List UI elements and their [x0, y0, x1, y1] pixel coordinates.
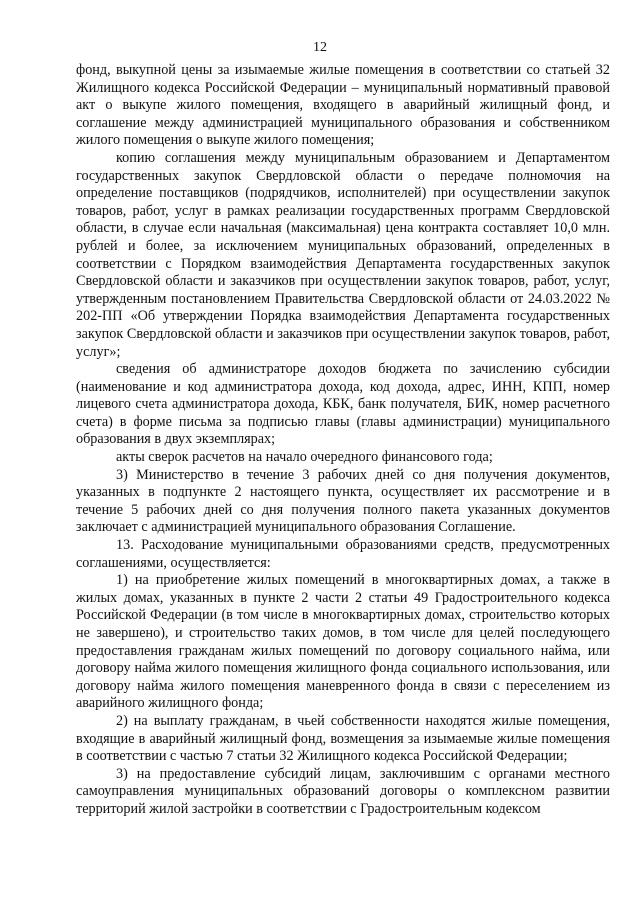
paragraph-revenue-administrator: сведения об администраторе доходов бюджета по зачислению субсидии (наименование и код администратора дохода, код дохода, адрес, ИНН, КПП, номер лицевого счета администратора дохода, КБК, банк получателя, БИК, номер расчетного счета) в форме письма за подписью главы (главы администрации) муниципального образования в двух экземплярах; — [76, 361, 610, 448]
document-body — [76, 62, 610, 819]
paragraph-continuation: фонд, выкупной цены за изымаемые жилые помещения в соответствии со статьей 32 Жилищного кодекса Российской Федерации – муниципальный нормативный правовой акт о выкупе жилого помещения, входящего в аварийный жилищный фонд, и соглашение между администрацией муниципального образования и собственником жилого помещения о выкупе жилого помещения; — [76, 62, 610, 149]
paragraph-agreement-copy: копию соглашения между муниципальным образованием и Департаментом государственных закупок Свердловской области о передаче полномочия на определение поставщиков (подрядчиков, исполнителей) при осуществлении закупок товаров, работ, услуг в рамках реализации государственных программ Свердловской области, в случае если начальная (максимальная) цена контракта составляет 10,0 млн. рублей и более, за исключением муниципальных образований, определенных в соответствии с Порядком взаимодействия Департамента государственных закупок Свердловской области и заказчиков при осуществлении закупок товаров, работ, услуг, утвержденным постановлением Правительства Свердловской области от 24.03.2022 № 202-ПП «Об утверждении Порядка взаимодействия Департамента государственных закупок Свердловской области и заказчиков при осуществлении закупок товаров, работ, услуг»; — [76, 149, 610, 360]
page-number: 12 — [313, 40, 327, 55]
paragraph-reconciliation-acts: акты сверок расчетов на начало очередного финансового года; — [116, 449, 493, 466]
paragraph-clause-13-item-1: 1) на приобретение жилых помещений в многоквартирных домах, а также в жилых домах, указанных в пункте 2 части 2 статьи 49 Градостроительного кодекса Российской Федерации (в том числе в многоквартирных домах, строительство которых не завершено), и строительство таких домов, в том числе для целей последующего предоставления гражданам жилых помещений по договору социального найма, или договору найма жилого помещения жилищного фонда социального использования, или договору найма жилого помещения маневренного фонда в связи с переселением из аварийного жилищного фонда; — [76, 572, 610, 712]
paragraph-clause-13-item-3: 3) на предоставление субсидий лицам, заключившим с органами местного самоуправления муниципальных образований договоры о комплексном развитии территорий жилой застройки в соответствии с Градостроительным кодексом — [76, 765, 610, 817]
paragraph-clause-13-item-2: 2) на выплату гражданам, в чьей собственности находятся жилые помещения, входящие в аварийный жилищный фонд, возмещения за изымаемые жилые помещения в соответствии с частью 7 статьи 32 Жилищного кодекса Российской Федерации; — [76, 712, 610, 765]
paragraph-clause-13: 13. Расходование муниципальными образованиями средств, предусмотренных соглашениями, осуществляется: — [76, 537, 610, 571]
paragraph-item-3-ministry: 3) Министерство в течение 3 рабочих дней со дня получения документов, указанных в подпункте 2 настоящего пункта, осуществляет их рассмотрение и в течение 5 рабочих дней со дня получения полного пакета указанных документов заключает с администрацией муниципального образования Соглашение. — [76, 466, 610, 536]
